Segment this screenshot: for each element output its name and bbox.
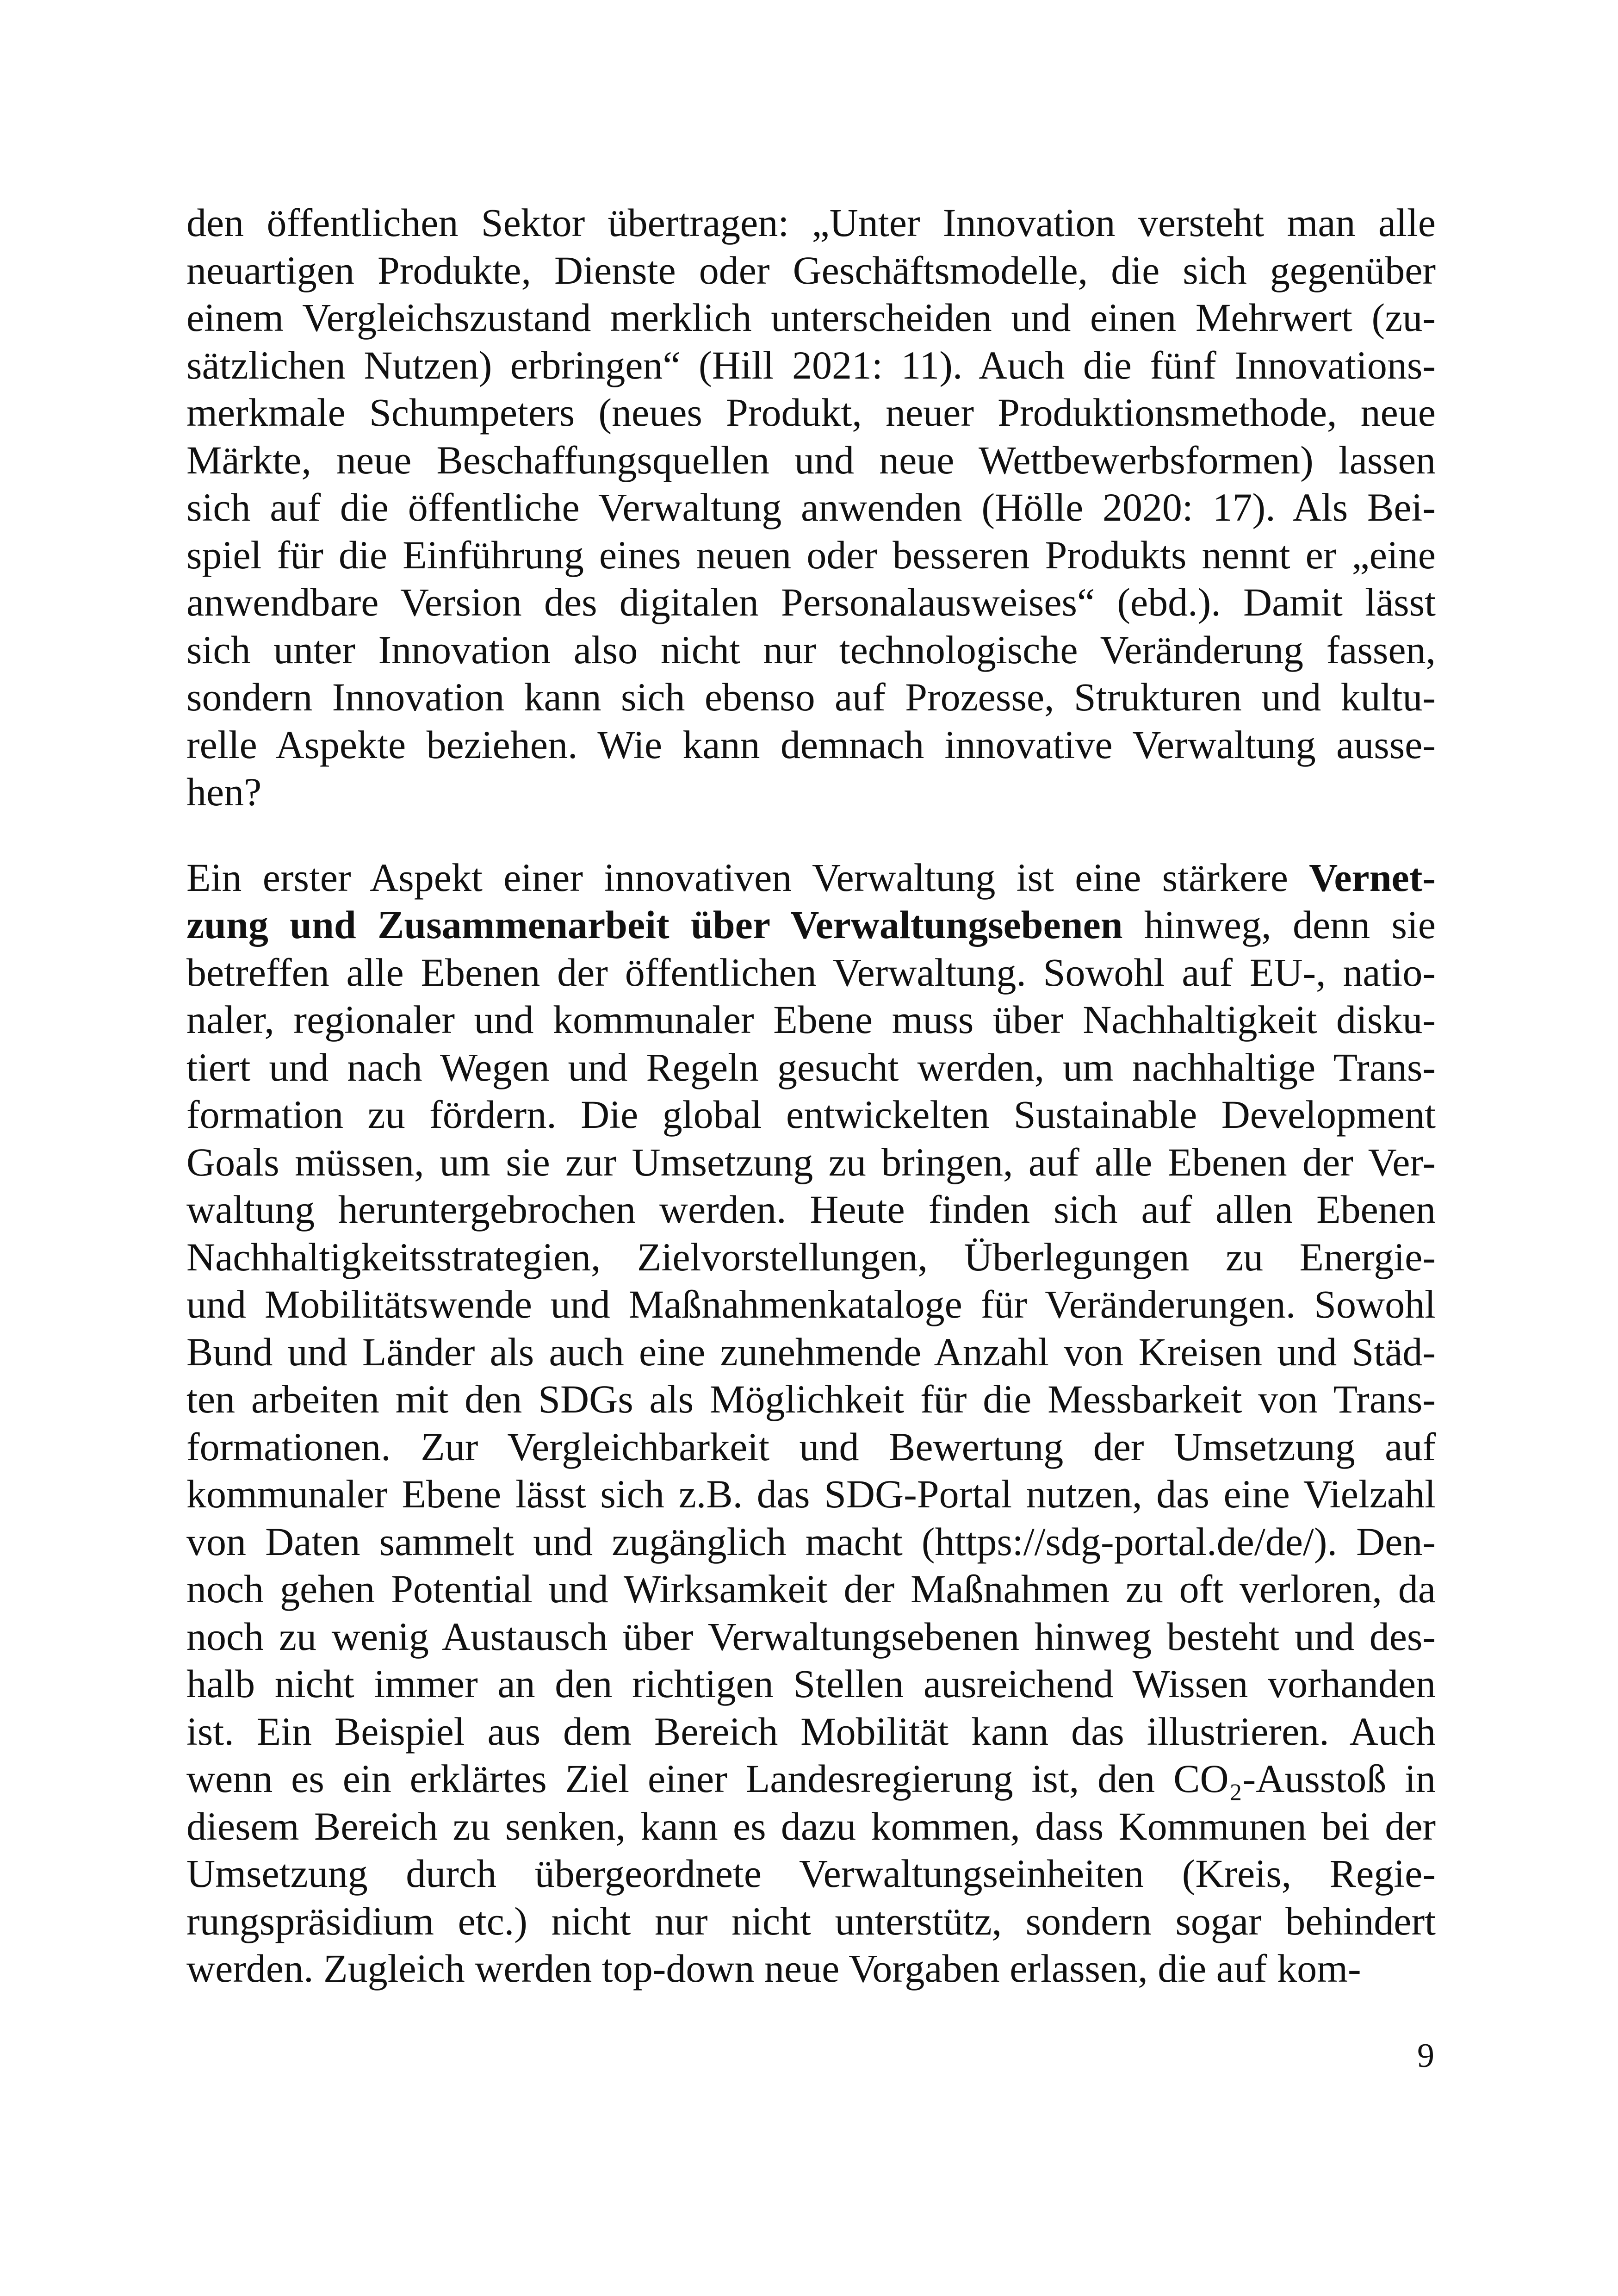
text-segment: und Mobilitätswende und Maßnahmenkataloge für Veränderungen. Sowohl	[186, 1282, 1436, 1326]
text-segment: halb nicht immer an den richtigen Stellen ausreichend Wissen vorhanden	[186, 1661, 1436, 1706]
text-line	[186, 1044, 1436, 1091]
text-segment: relle Aspekte beziehen. Wie kann demnach innovative Verwaltung ausse-	[186, 722, 1436, 767]
text-segment: formation zu fördern. Die global entwickelten Sustainable Development	[186, 1092, 1436, 1137]
text-line	[186, 626, 1436, 674]
text-segment: merkmale Schumpeters (neues Produkt, neuer Produktionsmethode, neue	[186, 390, 1436, 435]
text-line	[186, 721, 1436, 769]
text-segment: ten arbeiten mit den SDGs als Möglichkeit für die Messbarkeit von Trans-	[186, 1377, 1436, 1421]
text-line	[186, 1375, 1436, 1423]
text-line	[186, 1139, 1436, 1186]
text-line	[186, 1565, 1436, 1613]
text-segment: noch gehen Potential und Wirksamkeit der Maßnahmen zu oft verloren, da	[186, 1567, 1436, 1611]
text-line	[186, 768, 1436, 816]
text-line	[186, 199, 1436, 247]
text-line	[186, 1755, 1436, 1803]
text-segment: kommunaler Ebene lässt sich z.B. das SDG-Portal nutzen, das eine Vielzahl	[186, 1472, 1436, 1516]
text-segment: anwendbare Version des digitalen Personalausweises“ (ebd.). Damit lässt	[186, 580, 1436, 624]
text-line	[186, 389, 1436, 436]
text-segment: hinweg, denn sie	[1122, 902, 1436, 947]
text-line	[186, 1470, 1436, 1518]
text-line	[186, 1803, 1436, 1850]
text-segment: noch zu wenig Austausch über Verwaltungsebenen hinweg besteht und des-	[186, 1614, 1436, 1659]
paragraph-1	[186, 199, 1436, 816]
text-line	[186, 1850, 1436, 1898]
paragraph-2	[186, 854, 1436, 1992]
text-line	[186, 1708, 1436, 1755]
text-line	[186, 436, 1436, 484]
paragraph-gap	[186, 816, 1436, 854]
text-line	[186, 1423, 1436, 1471]
text-segment: wenn es ein erklärtes Ziel einer Landesregierung ist, den CO₂-Ausstoß in	[186, 1756, 1436, 1801]
page-number: 9	[1417, 2037, 1434, 2075]
text-segment: neuartigen Produkte, Dienste oder Geschäftsmodelle, die sich gegenüber	[186, 248, 1436, 292]
text-line	[186, 1091, 1436, 1139]
text-segment: betreffen alle Ebenen der öffentlichen Verwaltung. Sowohl auf EU-, natio-	[186, 950, 1436, 995]
text-line	[186, 1518, 1436, 1566]
text-segment: sätzlichen Nutzen) erbringen“ (Hill 2021: 11). Auch die fünf Innovations-	[186, 342, 1436, 387]
text-segment: diesem Bereich zu senken, kann es dazu kommen, dass Kommunen bei der	[186, 1804, 1436, 1848]
text-line	[186, 531, 1436, 579]
text-segment: den öffentlichen Sektor übertragen: „Unter Innovation versteht man alle	[186, 200, 1436, 245]
text-line	[186, 949, 1436, 996]
text-line	[186, 1186, 1436, 1233]
text-segment: Goals müssen, um sie zur Umsetzung zu bringen, auf alle Ebenen der Ver-	[186, 1139, 1436, 1184]
text-segment: einem Vergleichszustand merklich unterscheiden und einen Mehrwert (zu-	[186, 295, 1436, 340]
text-segment: Nachhaltigkeitsstrategien, Zielvorstellungen, Überlegungen zu Energie-	[186, 1234, 1436, 1279]
bold-text-segment: Vernet-	[1309, 855, 1436, 900]
text-segment: waltung heruntergebrochen werden. Heute finden sich auf allen Ebenen	[186, 1187, 1436, 1232]
text-segment: von Daten sammelt und zugänglich macht (https://sdg-portal.de/de/). Den-	[186, 1519, 1436, 1564]
text-line	[186, 1613, 1436, 1661]
text-segment: sich auf die öffentliche Verwaltung anwenden (Hölle 2020: 17). Als Bei-	[186, 485, 1436, 529]
text-segment: Umsetzung durch übergeordnete Verwaltungseinheiten (Kreis, Regie-	[186, 1851, 1436, 1896]
text-segment: sondern Innovation kann sich ebenso auf Prozesse, Strukturen und kultu-	[186, 675, 1436, 719]
text-line	[186, 1233, 1436, 1281]
text-line	[186, 1281, 1436, 1328]
text-segment: sich unter Innovation also nicht nur technologische Veränderung fassen,	[186, 627, 1436, 672]
text-line	[186, 579, 1436, 626]
text-line	[186, 1898, 1436, 1945]
text-line	[186, 247, 1436, 294]
text-segment: tiert und nach Wegen und Regeln gesucht werden, um nachhaltige Trans-	[186, 1045, 1436, 1089]
text-segment: Bund und Länder als auch eine zunehmende Anzahl von Kreisen und Städ-	[186, 1329, 1436, 1374]
text-segment: Märkte, neue Beschaffungsquellen und neue Wettbewerbsformen) lassen	[186, 437, 1436, 482]
text-segment: rungspräsidium etc.) nicht nur nicht unterstütz, sondern sogar behindert	[186, 1898, 1436, 1943]
text-line	[186, 996, 1436, 1044]
text-line	[186, 342, 1436, 389]
text-segment: werden. Zugleich werden top-down neue Vorgaben erlassen, die auf kom-	[186, 1946, 1361, 1991]
text-line	[186, 901, 1436, 949]
text-line	[186, 294, 1436, 342]
text-segment: naler, regionaler und kommunaler Ebene muss über Nachhaltigkeit disku-	[186, 997, 1436, 1042]
text-segment: ist. Ein Beispiel aus dem Bereich Mobilität kann das illustrieren. Auch	[186, 1709, 1436, 1754]
text-segment: hen?	[186, 770, 262, 814]
text-line	[186, 1945, 1436, 1992]
text-segment: formationen. Zur Vergleichbarkeit und Bewertung der Umsetzung auf	[186, 1424, 1436, 1469]
text-line	[186, 484, 1436, 531]
text-line	[186, 1328, 1436, 1376]
text-line	[186, 673, 1436, 721]
bold-text-segment: zung und Zusammenarbeit über Verwaltungsebenen	[186, 902, 1123, 947]
text-segment: Ein erster Aspekt einer innovativen Verwaltung ist eine stärkere	[186, 855, 1309, 900]
text-line	[186, 854, 1436, 902]
text-line	[186, 1660, 1436, 1708]
text-segment: spiel für die Einführung eines neuen oder besseren Produkts nennt er „eine	[186, 532, 1436, 577]
body-text	[186, 199, 1436, 1992]
